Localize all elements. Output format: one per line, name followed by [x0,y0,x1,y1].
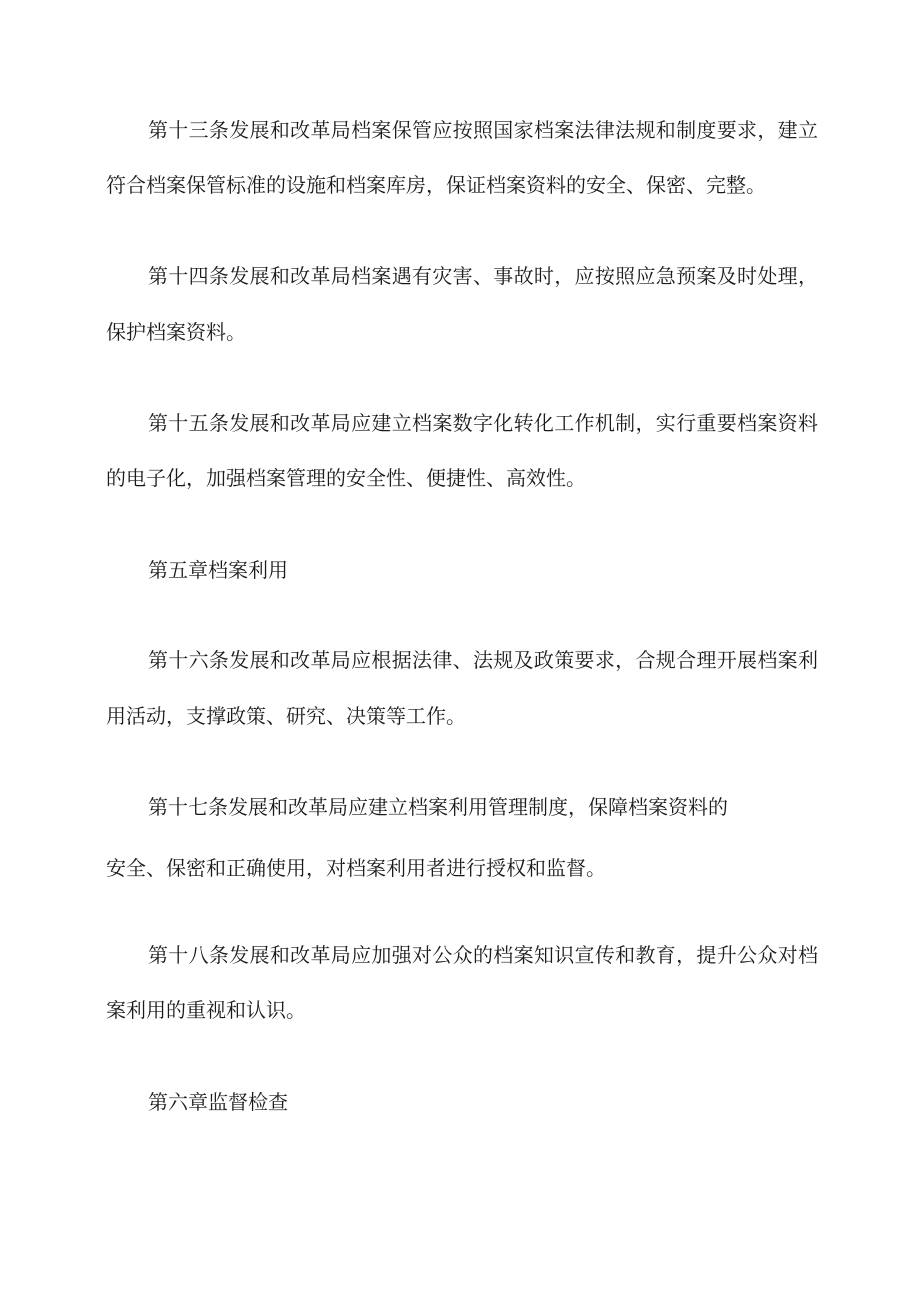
article-18-line-2: 案利用的重视和认识。 [106,998,306,1022]
article-13-line-1: 第十三条发展和改革局档案保管应按照国家档案法律法规和制度要求，建立 [148,118,818,142]
chapter-6-heading: 第六章监督检查 [148,1090,288,1114]
article-16-line-1: 第十六条发展和改革局应根据法律、法规及政策要求，合规合理开展档案利 [148,648,818,672]
article-18-line-1: 第十八条发展和改革局应加强对公众的档案知识宣传和教育，提升公众对档 [148,943,818,967]
article-17-line-2: 安全、保密和正确使用，对档案利用者进行授权和监督。 [106,856,606,880]
article-15-line-1: 第十五条发展和改革局应建立档案数字化转化工作机制，实行重要档案资料 [148,411,818,435]
article-15-line-2: 的电子化，加强档案管理的安全性、便捷性、高效性。 [106,466,586,490]
article-14-line-1: 第十四条发展和改革局档案遇有灾害、事故时，应按照应急预案及时处理， [148,264,818,288]
article-17-line-1: 第十七条发展和改革局应建立档案利用管理制度，保障档案资料的 [148,795,728,819]
article-14-line-2: 保护档案资料。 [106,320,246,344]
article-13-line-2: 符合档案保管标准的设施和档案库房，保证档案资料的安全、保密、完整。 [106,173,766,197]
article-16-line-2: 用活动，支撑政策、研究、决策等工作。 [106,704,466,728]
chapter-5-heading: 第五章档案利用 [148,558,288,582]
